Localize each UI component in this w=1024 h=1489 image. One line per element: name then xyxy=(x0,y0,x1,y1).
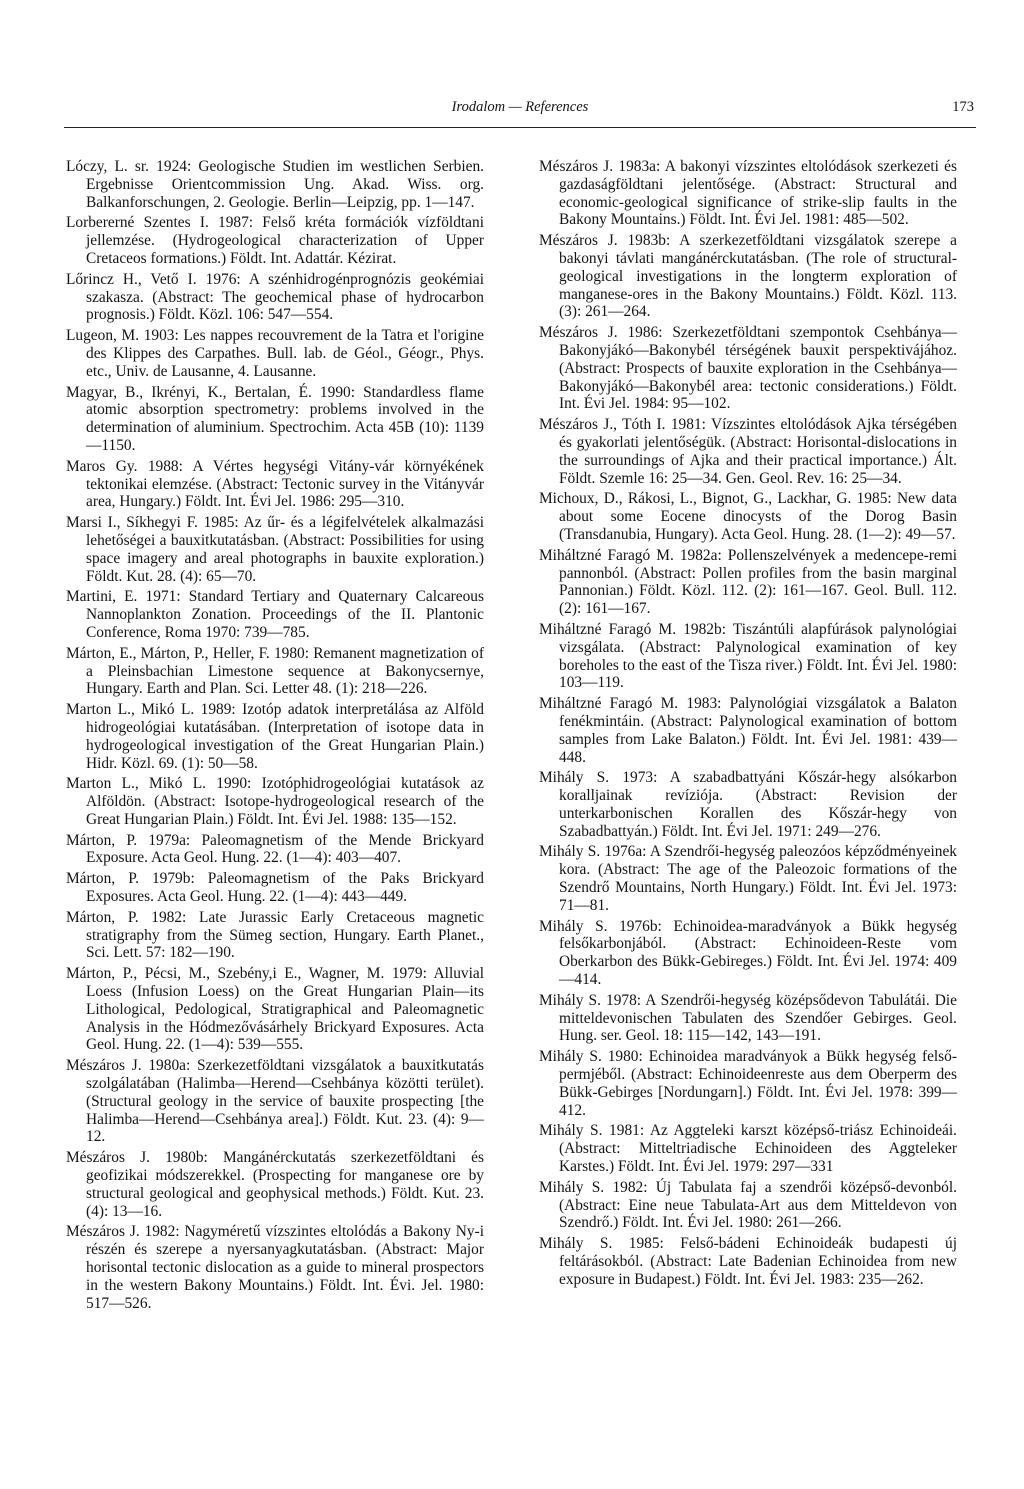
references-left-column xyxy=(66,158,484,1315)
reference-entry: Mihály S. 1982: Új Tabulata faj a szendrői középső-devonból. (Abstract: Eine neue Tabulata-Art aus dem Mitteldevon von Szendrő.) Földt. Int. Évi Jel. 1980: 261—266. xyxy=(539,1178,957,1232)
running-header xyxy=(64,97,976,128)
reference-entry: Lóczy, L. sr. 1924: Geologische Studien im westlichen Serbien. Ergebnisse Orientcommission Ung. Akad. Wiss. org. Balkanforschungen, 2. Geologie. Berlin—Leipzig, pp. 1—147. xyxy=(66,158,484,211)
reference-entry: Marsi I., Síkhegyi F. 1985: Az űr- és a légifelvételek alkalmazási lehetőségei a bauxitkutatásban. (Abstract: Possibilities for using space imagery and areal photographs in bauxite exploration.) Földt. Kut. 28. (4): 65—70. xyxy=(66,514,484,585)
reference-entry: Lorbererné Szentes I. 1987: Felső kréta formációk vízföldtani jellemzése. (Hydrogeological characterization of Upper Cretaceos formations.) Földt. Int. Adattár. Kézirat. xyxy=(66,214,484,267)
reference-entry: Mihály S. 1976a: A Szendrői-hegység paleozóos képződményeinek kora. (Abstract: The age of the Paleozoic formations of the Szendrő Mountains, North Hungary.) Földt. Int. Évi Jel. 1973: 71—81. xyxy=(539,843,957,914)
reference-entry: Miháltzné Faragó M. 1982a: Pollenszelvények a medencepe-remi pannonból. (Abstract: Pollen profiles from the basin marginal Pannonian.) Földt. Közl. 112. (2): 161—167. Geol. Bull. 112. (2): 161—167. xyxy=(539,546,957,618)
reference-entry: Márton, P. 1982: Late Jurassic Early Cretaceous magnetic stratigraphy from the Sümeg section, Hungary. Earth Planet., Sci. Lett. 57: 182—190. xyxy=(66,908,484,962)
page-number: 173 xyxy=(952,99,974,115)
reference-entry: Mihály S. 1973: A szabadbattyáni Kőszár-hegy alsókarbon koralljainak revíziója. (Abstract: Revision der unterkarbonischen Korallen des Kőszár-hegy von Szabadbattyán.) Földt. Int. Évi Jel. 1971: 249—276. xyxy=(539,769,957,840)
reference-entry: Mihály S. 1978: A Szendrői-hegység középsődevon Tabulátái. Die mitteldevonischen Tabulaten des Szendőer Gebirges. Geol. Hung. ser. Geol. 18: 115—142, 143—191. xyxy=(539,991,957,1045)
reference-entry: Miháltzné Faragó M. 1983: Palynológiai vizsgálatok a Balaton fenékmintáin. (Abstract: Palynological examination of bottom samples from Lake Balaton.) Földt. Int. Évi Jel. 1981: 439—448. xyxy=(539,695,957,766)
reference-entry: Mészáros J. 1980a: Szerkezetföldtani vizsgálatok a bauxitkutatás szolgálatában (Halimba—Herend—Csehbánya közötti terület). (Structural geology in the service of bauxite prospecting [the Halimba—Herend—Csehbánya area].) Földt. Kut. 23. (4): 9—12. xyxy=(66,1057,484,1146)
running-title: Irodalom — References xyxy=(451,99,589,115)
reference-entry: Márton, E., Márton, P., Heller, F. 1980: Remanent magnetization of a Pleinsbachian Limestone sequence at Bakonycsernye, Hungary. Earth and Plan. Sci. Letter 48. (1): 218—226. xyxy=(66,644,484,698)
reference-entry: Mészáros J. 1983b: A szerkezetföldtani vizsgálatok szerepe a bakonyi távlati mangánérckutatásban. (The role of structural-geological investigations in the longterm exploration of manganese-ores in the Bakony Mountains.) Földt. Közl. 113. (3): 261—264. xyxy=(539,232,957,321)
reference-entry: Maros Gy. 1988: A Vértes hegységi Vitány-vár környékének tektonikai elemzése. (Abstract: Tectonic survey in the Vitányvár area, Hungary.) Földt. Int. Évi Jel. 1986: 295—310. xyxy=(66,457,484,511)
reference-entry: Marton L., Mikó L. 1989: Izotóp adatok interpretálása az Alföld hidrogeológiai kutatásában. (Interpretation of isotope data in hydrogeological investigation of the Great Hungarian Plain.) Hidr. Közl. 69. (1): 50—58. xyxy=(66,701,484,772)
reference-entry: Márton, P. 1979b: Paleomagnetism of the Paks Brickyard Exposures. Acta Geol. Hung. 22. (1—4): 443—449. xyxy=(66,870,484,906)
reference-entry: Márton, P. 1979a: Paleomagnetism of the Mende Brickyard Exposure. Acta Geol. Hung. 22. (1—4): 403—407. xyxy=(66,831,484,867)
reference-entry: Mihály S. 1981: Az Aggteleki karszt középső-triász Echinoideái. (Abstract: Mitteltriadische Echinoideen des Aggteleker Karstes.) Földt. Int. Évi Jel. 1979: 297—331 xyxy=(539,1122,957,1176)
reference-entry: Magyar, B., Ikrényi, K., Bertalan, É. 1990: Standardless flame atomic absorption spectrometry: problems involved in the determination of aluminium. Spectrochim. Acta 45B (10): 1139—1150. xyxy=(66,383,484,454)
reference-entry: Miháltzné Faragó M. 1982b: Tiszántúli alapfúrások palynológiai vizsgálata. (Abstract: Palynological examination of key boreholes to the east of the Tisza river.) Földt. Int. Évi Jel. 1980: 103—119. xyxy=(539,620,957,692)
reference-entry: Lőrincz H., Vető I. 1976: A szénhidrogénprognózis geokémiai szakasza. (Abstract: The geochemical phase of hydrocarbon prognosis.) Földt. Közl. 106: 547—554. xyxy=(66,270,484,324)
reference-entry: Marton L., Mikó L. 1990: Izotóphidrogeológiai kutatások az Alföldön. (Abstract: Isotope-hydrogeological research of the Great Hungarian Plain.) Földt. Int. Évi Jel. 1988: 135—152. xyxy=(66,775,484,828)
reference-entry: Michoux, D., Rákosi, L., Bignot, G., Lackhar, G. 1985: New data about some Eocene dinocysts of the Dorog Basin (Transdanubia, Hungary). Acta Geol. Hung. 28. (1—2): 49—57. xyxy=(539,490,957,543)
reference-entry: Lugeon, M. 1903: Les nappes recouvrement de la Tatra et l'origine des Klippes des Carpathes. Bull. lab. de Géol., Géogr., Phys. etc., Univ. de Lausanne, 4. Lausanne. xyxy=(66,327,484,380)
reference-entry: Mihály S. 1980: Echinoidea maradványok a Bükk hegység felső-permjéből. (Abstract: Echinoideenreste aus dem Oberperm des Bükk-Gebirges [Nordungarn].) Földt. Int. Évi Jel. 1978: 399—412. xyxy=(539,1048,957,1119)
reference-entry: Mészáros J. 1982: Nagyméretű vízszintes eltolódás a Bakony Ny-i részén és szerepe a nyersanyagkutatásban. (Abstract: Major horisontal tectonic dislocation as a guide to mineral prospectors in the western Bakony Mountains.) Földt. Int. Évi. Jel. 1980: 517—526. xyxy=(66,1223,484,1312)
reference-entry: Mészáros J. 1983a: A bakonyi vízszintes eltolódások szerkezeti és gazdaságföldtani jelentősége. (Abstract: Structural and economic-geological significance of strike-slip faults in the Bakony Mountains.) Földt. Int. Évi Jel. 1981: 485—502. xyxy=(539,158,957,229)
reference-entry: Martini, E. 1971: Standard Tertiary and Quaternary Calcareous Nannoplankton Zonation. Proceedings of the II. Plantonic Conference, Roma 1970: 739—785. xyxy=(66,588,484,641)
reference-entry: Mészáros J. 1980b: Mangánérckutatás szerkezetföldtani és geofizikai módszerekkel. (Prospecting for manganese ore by structural geological and geophysical methods.) Földt. Kut. 23. (4): 13—16. xyxy=(66,1149,484,1220)
reference-entry: Márton, P., Pécsi, M., Szebény,i E., Wagner, M. 1979: Alluvial Loess (Infusion Loess) on the Great Hungarian Plain—its Lithological, Pedological, Stratigraphical and Paleomagnetic Analysis in the Hódmezővásárhely Brickyard Exposures. Acta Geol. Hung. 22. (1—4): 539—555. xyxy=(66,965,484,1054)
reference-entry: Mészáros J. 1986: Szerkezetföldtani szempontok Csehbánya—Bakonyjákó—Bakonybél térségének bauxit perspektivájához. (Abstract: Prospects of bauxite exploration in the Csehbánya—Bakonyjákó—Bakonybél area: tectonic considerations.) Földt. Int. Évi Jel. 1984: 95—102. xyxy=(539,324,957,413)
reference-entry: Mészáros J., Tóth I. 1981: Vízszintes eltolódások Ajka térségében és gyakorlati jelentőségük. (Abstract: Horisontal-dislocations in the surroundings of Ajka and their practical importance.) Ált. Földt. Szemle 16: 25—34. Gen. Geol. Rev. 16: 25—34. xyxy=(539,416,957,487)
references-right-column xyxy=(539,158,957,1292)
reference-entry: Mihály S. 1985: Felső-bádeni Echinoideák budapesti új feltárásokból. (Abstract: Late Badenian Echinoidea from new exposure in Budapest.) Földt. Int. Évi Jel. 1983: 235—262. xyxy=(539,1235,957,1288)
reference-entry: Mihály S. 1976b: Echinoidea-maradványok a Bükk hegység felsőkarbonjából. (Abstract: Echinoideen-Reste vom Oberkarbon des Bükk-Gebireges.) Földt. Int. Évi Jel. 1974: 409—414. xyxy=(539,917,957,989)
